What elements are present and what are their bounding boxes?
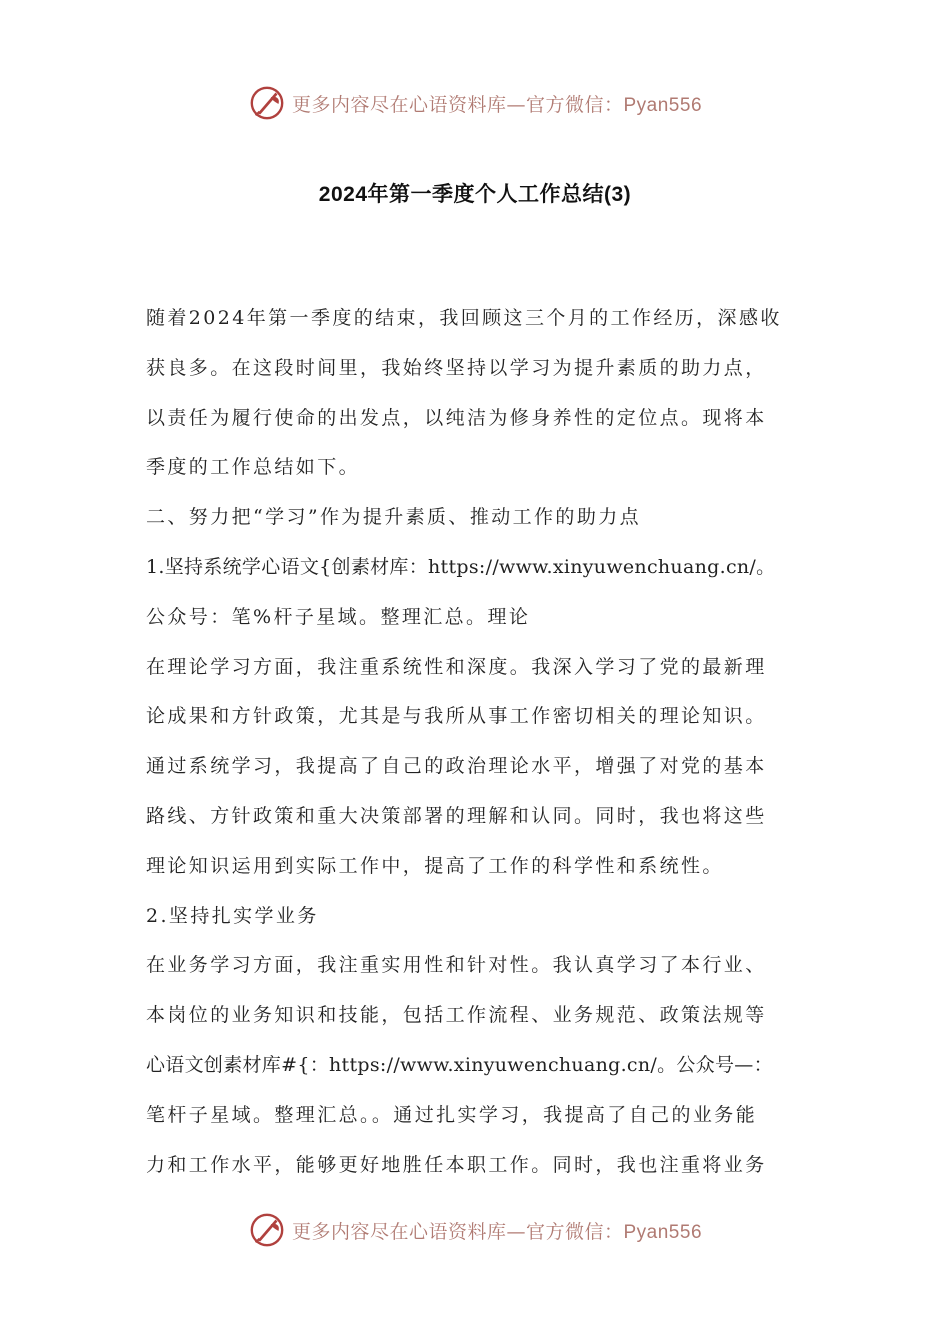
body-line: 在业务学习方面，我注重实用性和针对性。我认真学习了本行业、 xyxy=(146,954,767,977)
banner-slogan: 更多内容尽在心语资料库 xyxy=(291,1220,507,1243)
body-line: 力和工作水平，能够更好地胜任本职工作。同时，我也注重将业务 xyxy=(146,1153,767,1176)
banner-separator: — xyxy=(506,93,526,116)
body-line: 获良多。在这段时间里，我始终坚持以学习为提升素质的助力点， xyxy=(146,356,767,379)
quill-logo-icon xyxy=(248,1211,286,1249)
body-line: 以责任为履行使命的出发点，以纯洁为修身养性的定位点。现将本 xyxy=(146,406,767,429)
body-line: 随着2024年第一季度的结束，我回顾这三个月的工作经历，深感收 xyxy=(146,307,782,329)
body-line: 在理论学习方面，我注重系统性和深度。我深入学习了党的最新理 xyxy=(146,655,767,678)
banner-text xyxy=(292,90,702,117)
banner-slogan: 更多内容尽在心语资料库 xyxy=(291,93,507,116)
banner-wechat: 官方微信：Pyan556 xyxy=(526,94,703,116)
subsection-heading: 1.坚持系统学心语文{创素材库：https://www.xinyuwenchuang.cn/。 xyxy=(146,555,776,578)
body-line: 公众号：笔%杆子星域。整理汇总。理论 xyxy=(146,605,531,628)
quill-logo-icon xyxy=(248,84,286,122)
body-line: 路线、方针政策和重大决策部署的理解和认同。同时，我也将这些 xyxy=(146,804,767,827)
header-banner xyxy=(0,83,950,123)
body-line: 季度的工作总结如下。 xyxy=(146,456,361,479)
body-line: 通过系统学习，我提高了自己的政治理论水平，增强了对党的基本 xyxy=(146,755,767,778)
subsection-heading: 2.坚持扎实学业务 xyxy=(146,904,319,927)
body-line: 心语文创素材库#{：https://www.xinyuwenchuang.cn/。公众号—： xyxy=(146,1053,773,1076)
document-body xyxy=(146,294,806,1190)
body-line: 笔杆子星域。整理汇总。。通过扎实学习，我提高了自己的业务能 xyxy=(146,1103,758,1126)
banner-text xyxy=(292,1217,702,1244)
body-line: 理论知识运用到实际工作中，提高了工作的科学性和系统性。 xyxy=(146,854,724,877)
body-line: 论成果和方针政策，尤其是与我所从事工作密切相关的理论知识。 xyxy=(146,705,767,728)
banner-wechat: 官方微信：Pyan556 xyxy=(526,1221,703,1243)
footer-banner xyxy=(0,1210,950,1250)
body-line: 本岗位的业务知识和技能，包括工作流程、业务规范、政策法规等 xyxy=(146,1004,767,1027)
document-title: 2024年第一季度个人工作总结(3) xyxy=(318,183,632,206)
section-heading: 二、努力把“学习”作为提升素质、推动工作的助力点 xyxy=(146,506,642,529)
banner-separator: — xyxy=(506,1220,526,1243)
